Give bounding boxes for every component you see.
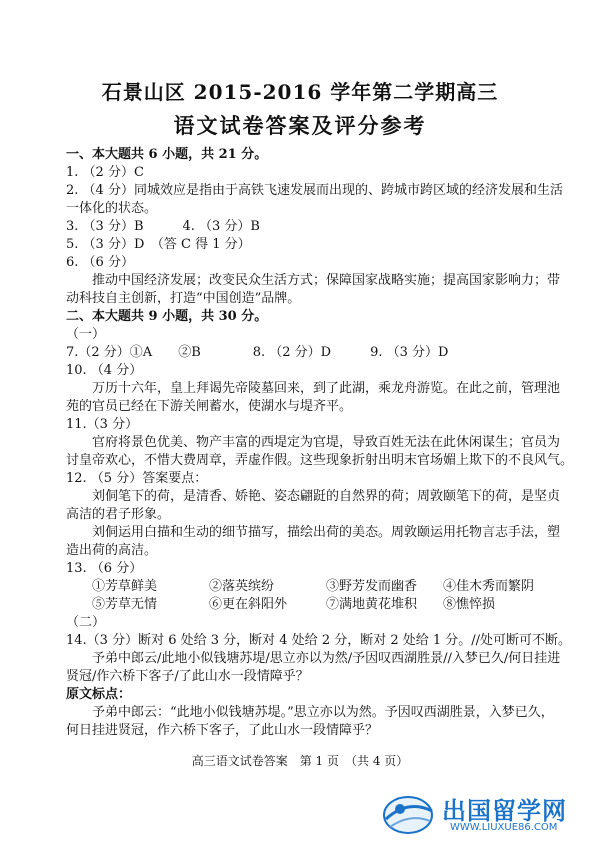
answer-line: 高洁的君子形象。 — [66, 507, 171, 522]
answer-line: 万历十六年，皇上拜谒先帝陵墓回来，到了此湖，乘龙舟游览。在此之前，管理池 — [92, 381, 561, 396]
answer-line: 刘侗笔下的荷，是清香、娇艳、姿态翩跹的自然界的荷；周敦颐笔下的荷，是坚贞 — [92, 489, 561, 504]
answer-line: 2. （4 分）同城效应是指由于高铁飞速发展而出现的、跨城市跨区域的经济发展和生活 — [66, 183, 563, 198]
answer-line: 予弟中郎云/此地小似钱塘苏堤/思立亦以为然/予因叹西湖胜景//入梦已久/何日挂进 — [92, 651, 561, 666]
option-item: ⑥更在斜阳外 — [209, 597, 288, 612]
answer-line: 10. （4 分） — [66, 363, 143, 378]
option-item: ⑧憔悴损 — [443, 597, 496, 612]
section-heading-2: 二、本大题共 9 小题，共 30 分。 — [66, 309, 268, 324]
watermark-url: WWW.LIUXUE86.COM — [450, 822, 558, 833]
answer-line: 刘侗运用白描和生动的细节描写，描绘出荷的美态。周敦颐运用托物言志手法，塑 — [92, 525, 561, 540]
subsection-label: （一） — [66, 327, 106, 342]
document-title: 石景山区 2015-2016 学年第二学期高三 — [101, 80, 499, 104]
option-item: ③野芳发而幽香 — [326, 579, 418, 594]
watermark-logo — [380, 789, 590, 837]
original-punctuation-heading: 原文标点： — [66, 687, 132, 702]
option-item: ④佳木秀而繁阴 — [443, 579, 535, 594]
answer-line: 予弟中郎云：“此地小似钱塘苏堤。”思立亦以为然。予因叹西湖胜景，入梦已久， — [92, 705, 554, 720]
answer-line: 5. （3 分）D （答 C 得 1 分） — [66, 237, 251, 252]
answer-line: 官府将景色优美、物产丰富的西堤定为官堤，导致百姓无法在此休闲谋生；官员为 — [92, 435, 561, 450]
answer-line: 14.（3 分）断对 6 处给 3 分，断对 4 处给 2 分，断对 2 处给 1 分。//处可断可不断。 — [66, 633, 572, 648]
globe-icon — [380, 789, 438, 837]
answer-line: 3. （3 分）B 4. （3 分）B — [66, 219, 260, 234]
answer-line: 13. （6 分） — [66, 561, 143, 576]
option-item: ⑤芳草无情 — [92, 597, 158, 612]
answer-line: 动科技自主创新，打造“中国创造”品牌。 — [66, 291, 301, 306]
answer-line: 何日挂进贤冠，作六桥下客子，了此山水一段情障乎？ — [66, 723, 379, 738]
option-item: ⑦满地黄花堆积 — [326, 597, 418, 612]
answer-line: 12. （5 分）答案要点： — [66, 471, 208, 486]
watermark-text: 出国留学网 — [442, 797, 567, 825]
document-subtitle: 语文试卷答案及评分参考 — [173, 113, 427, 138]
answer-line: 1. （2 分）C — [66, 165, 144, 180]
page-footer: 高三语文试卷答案 第 1 页 （共 4 页） — [191, 754, 409, 768]
option-item: ①芳草鲜美 — [92, 579, 158, 594]
answer-line: 贤冠/作六桥下客子/了此山水一段情障乎？ — [66, 669, 309, 684]
options-row — [92, 596, 562, 614]
answer-line: 讨皇帝欢心，不惜大费周章，弄虚作假。这些现象折射出明末官场媚上欺下的不良风气。 — [66, 453, 574, 468]
answer-line: 造出荷的高洁。 — [66, 543, 158, 558]
answer-line: 苑的官员已经在下游关闸蓄水，使湖水与堤齐平。 — [66, 399, 353, 414]
answer-line: 一体化的状态。 — [66, 201, 158, 216]
subsection-label: （二） — [66, 615, 106, 630]
options-row — [92, 578, 562, 596]
answer-line: 推动中国经济发展；改变民众生活方式；保障国家战略实施；提高国家影响力；带 — [92, 273, 561, 288]
answer-line: 11.（3 分） — [66, 417, 139, 432]
answer-line: 7.（2 分）①A ②B 8. （2 分）D 9. （3 分）D — [66, 345, 449, 360]
answer-line: 6. （6 分） — [66, 255, 134, 270]
option-item: ②落英缤纷 — [209, 579, 275, 594]
section-heading-1: 一、本大题共 6 小题，共 21 分。 — [66, 147, 268, 162]
